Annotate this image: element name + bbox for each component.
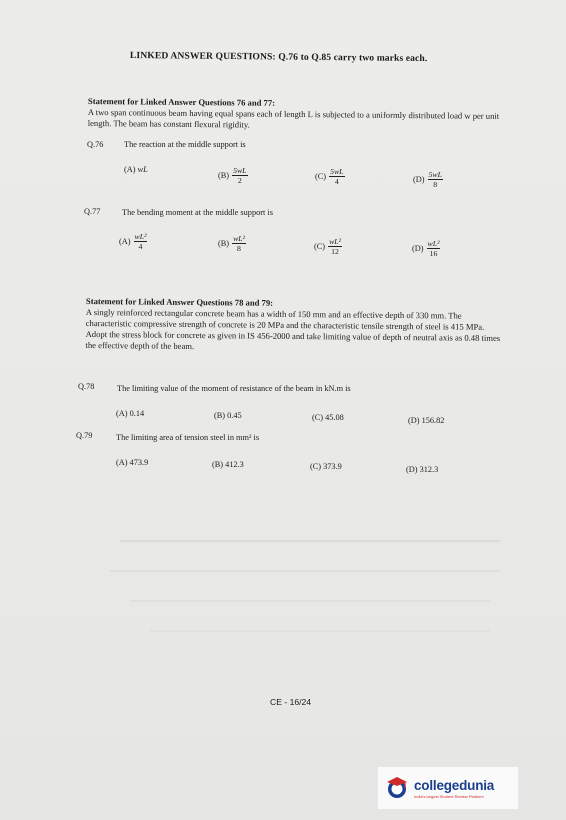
statement-76-77: [88, 96, 503, 133]
show-through-line: [150, 630, 490, 632]
option-a[interactable]: (A) 0.14: [116, 409, 145, 418]
fraction-numerator: wL²: [233, 234, 245, 243]
fraction-denominator: 4: [334, 177, 339, 186]
option-label: (B): [218, 171, 230, 180]
question-text: The bending moment at the middle support is: [122, 208, 273, 217]
fraction-numerator: 5wL: [330, 167, 344, 176]
graduation-cap-icon: [384, 775, 410, 801]
option-b[interactable]: (B) 412.3: [212, 460, 244, 469]
question-number: Q.79: [76, 431, 93, 440]
fraction-numerator: wL²: [427, 239, 440, 248]
fraction-numerator: wL²: [329, 237, 341, 246]
fraction: [232, 234, 246, 253]
option-c[interactable]: [315, 167, 345, 186]
option-label: (D): [412, 244, 424, 253]
brand-text: [414, 778, 494, 799]
statement-78-79: [85, 296, 501, 355]
fraction: [134, 232, 148, 251]
option-label: (A): [119, 237, 131, 246]
option-b[interactable]: [218, 234, 246, 253]
fraction: [428, 170, 443, 189]
fraction-denominator: 2: [237, 176, 242, 185]
show-through-line: [120, 540, 500, 542]
show-through-line: [110, 570, 500, 572]
brand-name: collegedunia: [414, 777, 495, 793]
option-value: wL: [137, 165, 148, 174]
option-label: (D): [413, 175, 425, 184]
fraction: [232, 166, 247, 185]
question-text: The limiting value of the moment of resistance of the beam in kN.m is: [117, 384, 351, 393]
option-d[interactable]: [413, 170, 443, 189]
option-b[interactable]: (B) 0.45: [214, 411, 242, 420]
statement-text: A singly reinforced rectangular concrete beam has a width of 150 mm and an effective depth of 330 mm. The characteristic compressive strength of concrete is 20 MPa and the characteristic tensile strength of steel is 415 MPa. Adopt the stress block for concrete as given in IS 456-2000 and take limiting value of depth of neutral axis as 0.48 times the effective depth of the beam.: [85, 306, 501, 352]
option-label: (C): [314, 242, 326, 251]
option-label: (B): [218, 239, 230, 248]
option-b[interactable]: [218, 166, 248, 185]
fraction-denominator: 8: [237, 244, 241, 253]
section-header: LINKED ANSWER QUESTIONS: Q.76 to Q.85 carry two marks each.: [129, 50, 428, 65]
option-a[interactable]: [119, 232, 147, 251]
statement-title: Statement for Linked Answer Questions 78 and 79:: [85, 296, 274, 308]
question-text: The reaction at the middle support is: [124, 140, 246, 149]
option-c[interactable]: (C) 45.08: [312, 413, 344, 422]
option-label: (C): [315, 172, 327, 181]
fraction-denominator: 4: [138, 242, 143, 251]
statement-text: A two span continuous beam having equal spans each of length L is subjected to a uniformly distributed load w per unit length. The beam has constant flexural rigidity.: [87, 106, 500, 130]
option-c[interactable]: (C) 373.9: [310, 462, 342, 471]
show-through-line: [130, 600, 490, 602]
question-number: Q.78: [78, 382, 95, 391]
fraction: [427, 239, 441, 258]
option-a[interactable]: [124, 165, 148, 174]
fraction-denominator: 16: [429, 249, 438, 258]
option-d[interactable]: (D) 156.82: [408, 416, 445, 425]
fraction-denominator: 12: [331, 247, 339, 256]
fraction-numerator: wL²: [134, 232, 147, 241]
question-number: Q.76: [87, 140, 104, 149]
brand-tagline: India's largest Student Review Platform: [414, 793, 484, 799]
page-footer: CE - 16/24: [270, 697, 312, 707]
option-c[interactable]: [314, 237, 342, 256]
question-text: The limiting area of tension steel in mm² is: [116, 433, 260, 442]
fraction: [329, 167, 344, 186]
fraction-numerator: 5wL: [233, 166, 247, 175]
option-a[interactable]: (A) 473.9: [116, 458, 149, 467]
option-label: (A): [124, 165, 136, 174]
option-d[interactable]: (D) 312.3: [406, 465, 439, 474]
option-d[interactable]: [412, 239, 440, 258]
fraction: [328, 237, 342, 256]
collegedunia-logo: [378, 767, 518, 809]
question-number: Q.77: [84, 207, 101, 216]
fraction-denominator: 8: [433, 180, 438, 189]
fraction-numerator: 5wL: [428, 170, 442, 179]
statement-title: Statement for Linked Answer Questions 76 and 77:: [87, 96, 276, 108]
